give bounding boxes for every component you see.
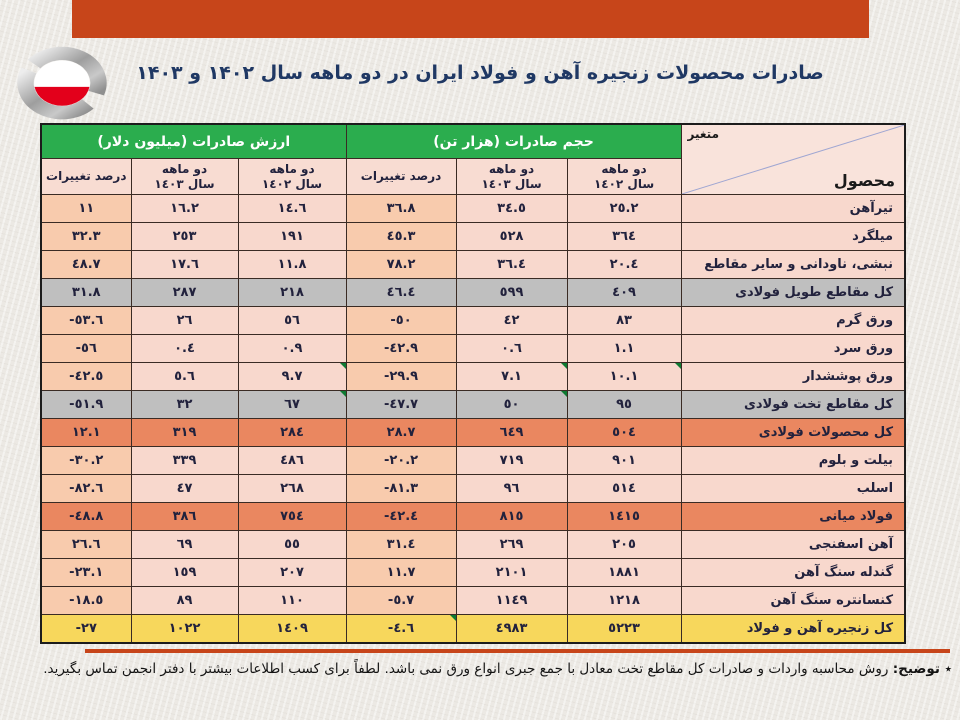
- cell-vol-pct: ٤٥.٣: [346, 223, 456, 251]
- volume-1402-header: [567, 159, 681, 195]
- cell-vol-1403: ٣٤.٥: [456, 195, 567, 223]
- footer-note: [6, 659, 952, 679]
- cell-vol-1402: ١٤١٥: [567, 503, 681, 531]
- cell-product: آهن اسفنجی: [681, 531, 905, 559]
- cell-val-pct: -٣٠.٢: [41, 447, 131, 475]
- cell-vol-1403: ٢١٠١: [456, 559, 567, 587]
- table-row: [41, 419, 905, 447]
- cell-val-pct: -٤٢.٥: [41, 363, 131, 391]
- top-accent-bar: [72, 0, 869, 38]
- cell-val-1403: ٣٢: [131, 391, 238, 419]
- cell-val-1402: ١١٠: [238, 587, 346, 615]
- cell-val-pct: -٥٦: [41, 335, 131, 363]
- cell-val-1403: ٤٧: [131, 475, 238, 503]
- cell-vol-1403: ٨١٥: [456, 503, 567, 531]
- cell-val-1402: ١٤.٦: [238, 195, 346, 223]
- cell-val-pct: -٤٨.٨: [41, 503, 131, 531]
- cell-vol-1403: ٥٩٩: [456, 279, 567, 307]
- table-row: [41, 335, 905, 363]
- cell-vol-pct: -٢٠.٢: [346, 447, 456, 475]
- cell-val-pct: -٥١.٩: [41, 391, 131, 419]
- cell-val-1402: ٧٥٤: [238, 503, 346, 531]
- cell-val-1402: ١٤٠٩: [238, 615, 346, 643]
- cell-val-1402: ٢٨٤: [238, 419, 346, 447]
- year-1402-label: سال ١٤٠٢: [261, 176, 323, 191]
- cell-product: میلگرد: [681, 223, 905, 251]
- cell-val-pct: -٢٣.١: [41, 559, 131, 587]
- cell-vol-1403: ٧١٩: [456, 447, 567, 475]
- value-group-header: ارزش صادرات (میلیون دلار): [41, 124, 346, 159]
- cell-vol-pct: ٣١.٤: [346, 531, 456, 559]
- table-row: [41, 251, 905, 279]
- variable-header-label: متغیر: [687, 127, 720, 141]
- cell-vol-pct: -٤٧.٧: [346, 391, 456, 419]
- cell-vol-pct: ٧٨.٢: [346, 251, 456, 279]
- volume-group-header: حجم صادرات (هزار تن): [346, 124, 681, 159]
- footer-note-label: ٭ توضیح:: [892, 661, 952, 677]
- cell-vol-1402: ١٢١٨: [567, 587, 681, 615]
- cell-val-1403: ٠.٤: [131, 335, 238, 363]
- cell-product: ورق سرد: [681, 335, 905, 363]
- cell-vol-1402: ٢٠.٤: [567, 251, 681, 279]
- cell-product: کل مقاطع طویل فولادی: [681, 279, 905, 307]
- cell-product: ورق گرم: [681, 307, 905, 335]
- cell-vol-pct: -٨١.٣: [346, 475, 456, 503]
- cell-val-1403: ١٠٢٢: [131, 615, 238, 643]
- cell-val-1403: ٢٦: [131, 307, 238, 335]
- cell-vol-1403: ٤٢: [456, 307, 567, 335]
- cell-val-1402: ٥٥: [238, 531, 346, 559]
- cell-val-1402: ١١.٨: [238, 251, 346, 279]
- cell-vol-1402: ١٠.١: [567, 363, 681, 391]
- cell-val-1402: ٢٠٧: [238, 559, 346, 587]
- year-1403-label: سال ١٤٠٣: [154, 176, 215, 191]
- cell-vol-1403: ١١٤٩: [456, 587, 567, 615]
- cell-vol-1402: ٥٠٤: [567, 419, 681, 447]
- cell-vol-1402: ٥١٤: [567, 475, 681, 503]
- cell-val-pct: -٢٧: [41, 615, 131, 643]
- cell-val-1402: ٩.٧: [238, 363, 346, 391]
- cell-val-1403: ١٧.٦: [131, 251, 238, 279]
- cell-val-1402: ٠.٩: [238, 335, 346, 363]
- cell-vol-1402: ٢٥.٢: [567, 195, 681, 223]
- cell-vol-1403: ٣٦.٤: [456, 251, 567, 279]
- table-row: [41, 615, 905, 643]
- cell-vol-1403: ٥٢٨: [456, 223, 567, 251]
- two-month-label: دو ماهه: [601, 161, 647, 176]
- cell-val-1403: ٦٩: [131, 531, 238, 559]
- table-row: [41, 503, 905, 531]
- cell-product: ورق پوششدار: [681, 363, 905, 391]
- table-row: [41, 391, 905, 419]
- cell-val-1402: ٦٧: [238, 391, 346, 419]
- cell-val-1403: ٣٨٦: [131, 503, 238, 531]
- cell-vol-pct: -٥٠: [346, 307, 456, 335]
- cell-val-1403: ١٦.٢: [131, 195, 238, 223]
- cell-val-pct: ٢٦.٦: [41, 531, 131, 559]
- cell-vol-1403: ٤٩٨٣: [456, 615, 567, 643]
- cell-vol-pct: ٢٨.٧: [346, 419, 456, 447]
- cell-vol-1402: ١٨٨١: [567, 559, 681, 587]
- cell-vol-1403: ٧.١: [456, 363, 567, 391]
- year-1402-label: سال ١٤٠٢: [593, 176, 655, 191]
- table-row: [41, 223, 905, 251]
- page-title: صادرات محصولات زنجیره آهن و فولاد ایران در دو ماهه سال ۱۴۰۲ و ۱۴۰۳: [136, 62, 824, 84]
- cell-val-pct: ٤٨.٧: [41, 251, 131, 279]
- cell-val-pct: -٨٢.٦: [41, 475, 131, 503]
- table-body: [41, 195, 905, 643]
- cell-val-1403: ٥.٦: [131, 363, 238, 391]
- cell-vol-1402: ٢٠٥: [567, 531, 681, 559]
- cell-val-pct: -٥٣.٦: [41, 307, 131, 335]
- table-row: [41, 559, 905, 587]
- exports-table: [40, 123, 906, 644]
- cell-val-1402: ٥٦: [238, 307, 346, 335]
- cell-vol-1402: ٥٢٢٣: [567, 615, 681, 643]
- cell-vol-pct: -٤٢.٤: [346, 503, 456, 531]
- cell-val-1403: ٨٩: [131, 587, 238, 615]
- table-header: [41, 124, 905, 195]
- product-header-label: محصول: [833, 171, 896, 190]
- cell-vol-1403: ٩٦: [456, 475, 567, 503]
- table-row: [41, 531, 905, 559]
- cell-product: کنسانتره سنگ آهن: [681, 587, 905, 615]
- table-row: [41, 307, 905, 335]
- cell-vol-1402: ٩٥: [567, 391, 681, 419]
- cell-vol-1403: ٥٠: [456, 391, 567, 419]
- diagonal-header-cell: [681, 124, 905, 195]
- cell-val-pct: -١٨.٥: [41, 587, 131, 615]
- cell-val-1403: ٢٥٣: [131, 223, 238, 251]
- cell-product: گندله سنگ آهن: [681, 559, 905, 587]
- value-1403-header: [131, 159, 238, 195]
- table-row: [41, 279, 905, 307]
- table-row: [41, 363, 905, 391]
- cell-vol-1403: ٦٤٩: [456, 419, 567, 447]
- cell-val-pct: ١١: [41, 195, 131, 223]
- footer-note-text: روش محاسبه واردات و صادرات کل مقاطع تخت معادل با جمع جبری انواع ورق نمی باشد. لطفاً برای کسب اطلاعات بیشتر با دفتر انجمن تماس بگیرید.: [43, 661, 889, 677]
- cell-vol-1403: ٠.٦: [456, 335, 567, 363]
- cell-vol-1402: ٣٦٤: [567, 223, 681, 251]
- cell-product: کل زنجیره آهن و فولاد: [681, 615, 905, 643]
- table-row: [41, 475, 905, 503]
- cell-val-1403: ١٥٩: [131, 559, 238, 587]
- cell-vol-pct: -٢٩.٩: [346, 363, 456, 391]
- cell-vol-pct: ٣٦.٨: [346, 195, 456, 223]
- footer-divider-line: [85, 649, 950, 653]
- cell-val-1402: ١٩١: [238, 223, 346, 251]
- two-month-label: دو ماهه: [488, 161, 535, 176]
- cell-vol-1402: ٨٣: [567, 307, 681, 335]
- cell-product: کل محصولات فولادی: [681, 419, 905, 447]
- table-group-header-row: [41, 124, 905, 159]
- cell-val-pct: ١٢.١: [41, 419, 131, 447]
- table-row: [41, 587, 905, 615]
- two-month-label: دو ماهه: [269, 161, 315, 176]
- cell-product: کل مقاطع تخت فولادی: [681, 391, 905, 419]
- volume-pct-header: درصد تغییرات: [346, 159, 456, 195]
- cell-vol-pct: ١١.٧: [346, 559, 456, 587]
- cell-val-1402: ٢٦٨: [238, 475, 346, 503]
- cell-val-1403: ٣١٩: [131, 419, 238, 447]
- cell-vol-pct: -٥.٧: [346, 587, 456, 615]
- table-row: [41, 447, 905, 475]
- cell-vol-pct: ٤٦.٤: [346, 279, 456, 307]
- cell-val-1403: ٢٨٧: [131, 279, 238, 307]
- cell-product: نبشی، ناودانی و سایر مقاطع: [681, 251, 905, 279]
- cell-product: تیرآهن: [681, 195, 905, 223]
- year-1403-label: سال ١٤٠٣: [481, 176, 542, 191]
- table-row: [41, 195, 905, 223]
- cell-vol-1402: ٤٠٩: [567, 279, 681, 307]
- cell-val-1402: ٢١٨: [238, 279, 346, 307]
- cell-product: اسلب: [681, 475, 905, 503]
- cell-product: فولاد میانی: [681, 503, 905, 531]
- cell-product: بیلت و بلوم: [681, 447, 905, 475]
- cell-vol-pct: -٤٢.٩: [346, 335, 456, 363]
- cell-vol-pct: -٤.٦: [346, 615, 456, 643]
- cell-val-1403: ٣٣٩: [131, 447, 238, 475]
- cell-val-1402: ٤٨٦: [238, 447, 346, 475]
- cell-vol-1402: ٩٠١: [567, 447, 681, 475]
- cell-vol-1402: ١.١: [567, 335, 681, 363]
- value-1402-header: [238, 159, 346, 195]
- two-month-label: دو ماهه: [161, 161, 208, 176]
- value-pct-header: درصد تغییرات: [41, 159, 131, 195]
- volume-1403-header: [456, 159, 567, 195]
- cell-val-pct: ٣١.٨: [41, 279, 131, 307]
- cell-vol-1403: ٢٦٩: [456, 531, 567, 559]
- cell-val-pct: ٣٢.٣: [41, 223, 131, 251]
